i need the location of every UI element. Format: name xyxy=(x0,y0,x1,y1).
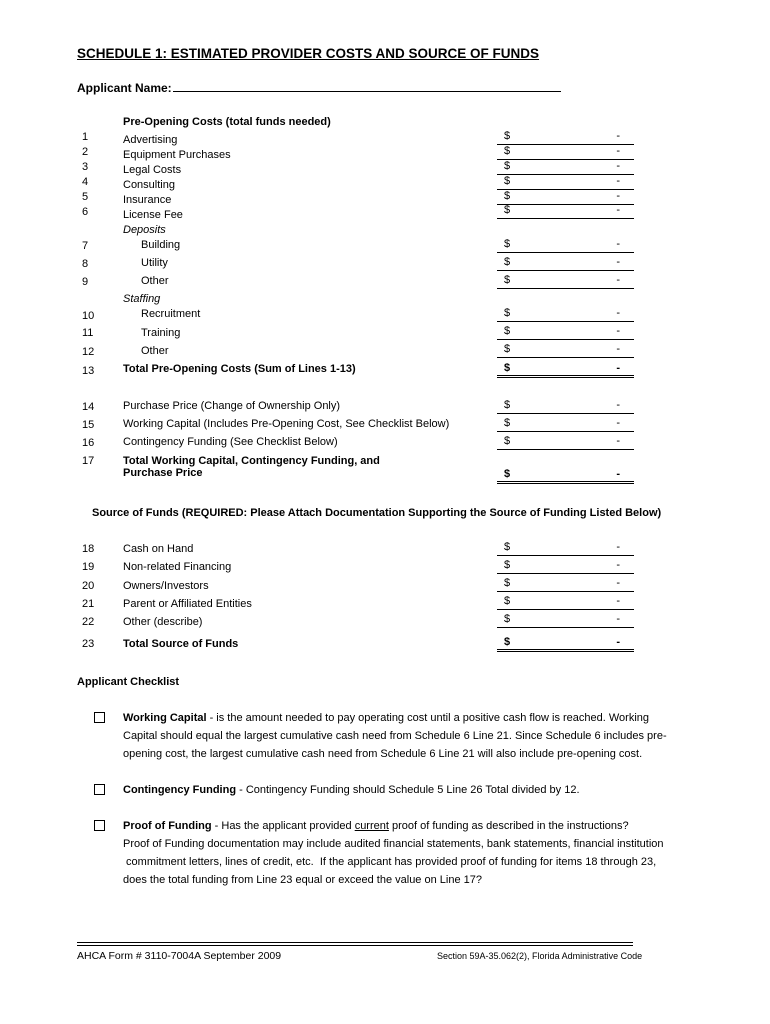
dollar-sign: $ xyxy=(504,238,511,250)
dollar-sign: $ xyxy=(504,636,511,648)
amount-contingency[interactable] xyxy=(497,435,634,450)
line-number: 16 xyxy=(82,437,95,449)
line-number: 9 xyxy=(82,276,89,288)
dollar-sign: $ xyxy=(504,343,511,355)
dollar-sign: $ xyxy=(504,577,511,589)
footer-form-id: AHCA Form # 3110-7004A September 2009 xyxy=(77,950,282,962)
deposits-heading: Deposits xyxy=(123,224,166,236)
amount-total-pre-opening[interactable] xyxy=(497,362,634,378)
amount-value: - xyxy=(616,204,620,216)
footer-rule xyxy=(77,942,633,946)
line-number: 6 xyxy=(82,206,89,218)
dollar-sign: $ xyxy=(504,613,511,625)
line-label-working-capital: Working Capital (Includes Pre-Opening Cost, See Checklist Below) xyxy=(123,418,450,430)
line-number: 23 xyxy=(82,638,95,650)
underlined-current: current xyxy=(354,820,389,832)
line-number: 11 xyxy=(82,327,94,339)
dollar-sign: $ xyxy=(504,307,511,319)
line-label-contingency: Contingency Funding (See Checklist Below) xyxy=(123,436,338,448)
line-number: 8 xyxy=(82,258,89,270)
dollar-sign: $ xyxy=(504,541,511,553)
line-label-building: Building xyxy=(141,239,181,251)
line-number: 14 xyxy=(82,401,95,413)
dollar-sign: $ xyxy=(504,160,511,172)
dollar-sign: $ xyxy=(504,190,511,202)
amount-owners-investors[interactable] xyxy=(497,577,634,592)
line-label-training: Training xyxy=(141,327,181,339)
checklist-text-line: does the total funding from Line 23 equal or exceed the value on Line 17? xyxy=(123,874,482,886)
dollar-sign: $ xyxy=(504,256,511,268)
amount-cash-on-hand[interactable] xyxy=(497,541,634,556)
checklist-text: proof of funding as described in the instructions? xyxy=(388,820,629,832)
amount-value: - xyxy=(616,307,620,319)
checklist-title: Proof of Funding xyxy=(123,820,212,832)
amount-value: - xyxy=(616,595,620,607)
amount-legal[interactable] xyxy=(497,160,634,175)
line-number: 13 xyxy=(82,365,95,377)
line-label-advertising: Advertising xyxy=(123,134,178,146)
line-label-total-pre-opening: Total Pre-Opening Costs (Sum of Lines 1-13) xyxy=(123,363,356,375)
dollar-sign: $ xyxy=(504,274,511,286)
line-number: 7 xyxy=(82,240,89,252)
amount-value: - xyxy=(616,274,620,286)
dollar-sign: $ xyxy=(504,204,511,216)
checkbox-working-capital[interactable] xyxy=(94,712,105,723)
line-label-license-fee: License Fee xyxy=(123,209,183,221)
line-label-utility: Utility xyxy=(141,257,168,269)
checkbox-contingency-funding[interactable] xyxy=(94,784,105,795)
line-label-legal: Legal Costs xyxy=(123,164,182,176)
amount-value: - xyxy=(616,325,620,337)
dollar-sign: $ xyxy=(504,417,511,429)
amount-advertising[interactable] xyxy=(497,130,634,145)
applicant-name-blank[interactable] xyxy=(173,81,561,92)
footer-section: Section 59A-35.062(2), Florida Administrative Code xyxy=(437,951,643,961)
line-label-insurance: Insurance xyxy=(123,194,172,206)
dollar-sign: $ xyxy=(504,175,511,187)
amount-equipment[interactable] xyxy=(497,145,634,160)
checklist-item-contingency xyxy=(123,781,683,799)
amount-value: - xyxy=(616,238,620,250)
amount-value: - xyxy=(616,636,620,648)
amount-working-capital[interactable] xyxy=(497,417,634,432)
line-number: 17 xyxy=(82,455,95,467)
line-label-purchase-price: Purchase Price (Change of Ownership Only) xyxy=(123,400,341,412)
amount-value: - xyxy=(616,343,620,355)
amount-deposit-other[interactable] xyxy=(497,274,634,289)
amount-license-fee[interactable] xyxy=(497,204,634,219)
amount-staffing-other[interactable] xyxy=(497,343,634,358)
dollar-sign: $ xyxy=(504,435,511,447)
amount-non-related-financing[interactable] xyxy=(497,559,634,574)
line-number: 15 xyxy=(82,419,95,431)
line-label-cash-on-hand: Cash on Hand xyxy=(123,543,194,555)
checklist-text-line: commitment letters, lines of credit, etc. If the applicant has provided proof of funding for items 18 through 23, xyxy=(123,856,657,868)
amount-total-working-capital[interactable] xyxy=(497,468,634,484)
amount-value: - xyxy=(616,190,620,202)
amount-value: - xyxy=(616,577,620,589)
line-label-owners-investors: Owners/Investors xyxy=(123,580,209,592)
source-of-funds-heading: Source of Funds (REQUIRED: Please Attach Documentation Supporting the Source of Funding Listed Below) xyxy=(92,507,662,519)
amount-value: - xyxy=(616,160,620,172)
amount-value: - xyxy=(616,435,620,447)
checklist-title: Contingency Funding xyxy=(123,784,237,796)
applicant-checklist-heading: Applicant Checklist xyxy=(77,676,180,688)
amount-value: - xyxy=(616,256,620,268)
amount-utility[interactable] xyxy=(497,256,634,271)
checklist-item-proof-of-funding xyxy=(123,817,683,889)
checklist-text: - Has the applicant provided xyxy=(211,820,355,832)
checklist-text: - Contingency Funding should Schedule 5 Line 26 Total divided by 12. xyxy=(236,784,580,796)
checklist-title: Working Capital xyxy=(123,712,207,724)
dollar-sign: $ xyxy=(504,145,511,157)
line-number: 12 xyxy=(82,346,95,358)
amount-insurance[interactable] xyxy=(497,190,634,205)
amount-value: - xyxy=(616,399,620,411)
amount-value: - xyxy=(616,417,620,429)
amount-purchase-price[interactable] xyxy=(497,399,634,414)
line-number: 5 xyxy=(82,191,89,203)
line-number: 4 xyxy=(82,176,89,188)
line-number: 1 xyxy=(82,131,89,143)
checklist-text-line: Proof of Funding documentation may include audited financial statements, bank statements, financial institution xyxy=(123,838,664,850)
line-label-staffing-other: Other xyxy=(141,345,169,357)
checklist-item-working-capital xyxy=(123,709,683,763)
page-title: SCHEDULE 1: ESTIMATED PROVIDER COSTS AND SOURCE OF FUNDS xyxy=(77,46,540,61)
amount-total-source[interactable] xyxy=(497,636,634,652)
pre-opening-heading: Pre-Opening Costs (total funds needed) xyxy=(123,116,331,128)
dollar-sign: $ xyxy=(504,559,511,571)
line-label-parent-affiliated: Parent or Affiliated Entities xyxy=(123,598,252,610)
staffing-heading: Staffing xyxy=(123,293,161,305)
amount-value: - xyxy=(616,145,620,157)
amount-value: - xyxy=(616,362,620,374)
line-number: 2 xyxy=(82,146,89,158)
amount-recruitment[interactable] xyxy=(497,307,634,322)
dollar-sign: $ xyxy=(504,595,511,607)
line-number: 20 xyxy=(82,580,95,592)
line-label-total-working-capital: Total Working Capital, Contingency Funding, and xyxy=(123,455,380,467)
dollar-sign: $ xyxy=(504,399,511,411)
line-label-other-describe: Other (describe) xyxy=(123,616,203,628)
line-number: 3 xyxy=(82,161,89,173)
amount-other-describe[interactable] xyxy=(497,613,634,628)
applicant-name-label: Applicant Name: xyxy=(77,81,172,95)
amount-value: - xyxy=(616,613,620,625)
amount-value: - xyxy=(616,130,620,142)
amount-parent-affiliated[interactable] xyxy=(497,595,634,610)
line-label-total-source: Total Source of Funds xyxy=(123,638,239,650)
line-label-total-working-capital-cont: Purchase Price xyxy=(123,467,203,479)
amount-consulting[interactable] xyxy=(497,175,634,190)
line-label-non-related-financing: Non-related Financing xyxy=(123,561,232,573)
checkbox-proof-of-funding[interactable] xyxy=(94,820,105,831)
checklist-text: - is the amount needed to pay operating cost until a positive cash flow is reached. Working Capital should equal the largest cumulative cash need from Schedule 6 Line 21. Since Schedule 6 includes pre-opening cost, the largest cumulative cash need from Schedule 6 Line 21 will also include pre-opening cost. xyxy=(123,712,667,760)
dollar-sign: $ xyxy=(504,130,511,142)
line-label-equipment: Equipment Purchases xyxy=(123,149,231,161)
dollar-sign: $ xyxy=(504,325,511,337)
line-label-consulting: Consulting xyxy=(123,179,175,191)
dollar-sign: $ xyxy=(504,362,511,374)
amount-building[interactable] xyxy=(497,238,634,253)
amount-value: - xyxy=(616,175,620,187)
line-label-recruitment: Recruitment xyxy=(141,308,201,320)
line-number: 21 xyxy=(82,598,95,610)
line-number: 22 xyxy=(82,616,95,628)
line-number: 10 xyxy=(82,310,95,322)
amount-training[interactable] xyxy=(497,325,634,340)
dollar-sign: $ xyxy=(504,468,511,480)
line-number: 18 xyxy=(82,543,95,555)
amount-value: - xyxy=(616,541,620,553)
line-label-deposit-other: Other xyxy=(141,275,169,287)
applicant-name-field[interactable] xyxy=(77,81,561,95)
amount-value: - xyxy=(616,559,620,571)
amount-value: - xyxy=(616,468,620,480)
line-number: 19 xyxy=(82,561,95,573)
